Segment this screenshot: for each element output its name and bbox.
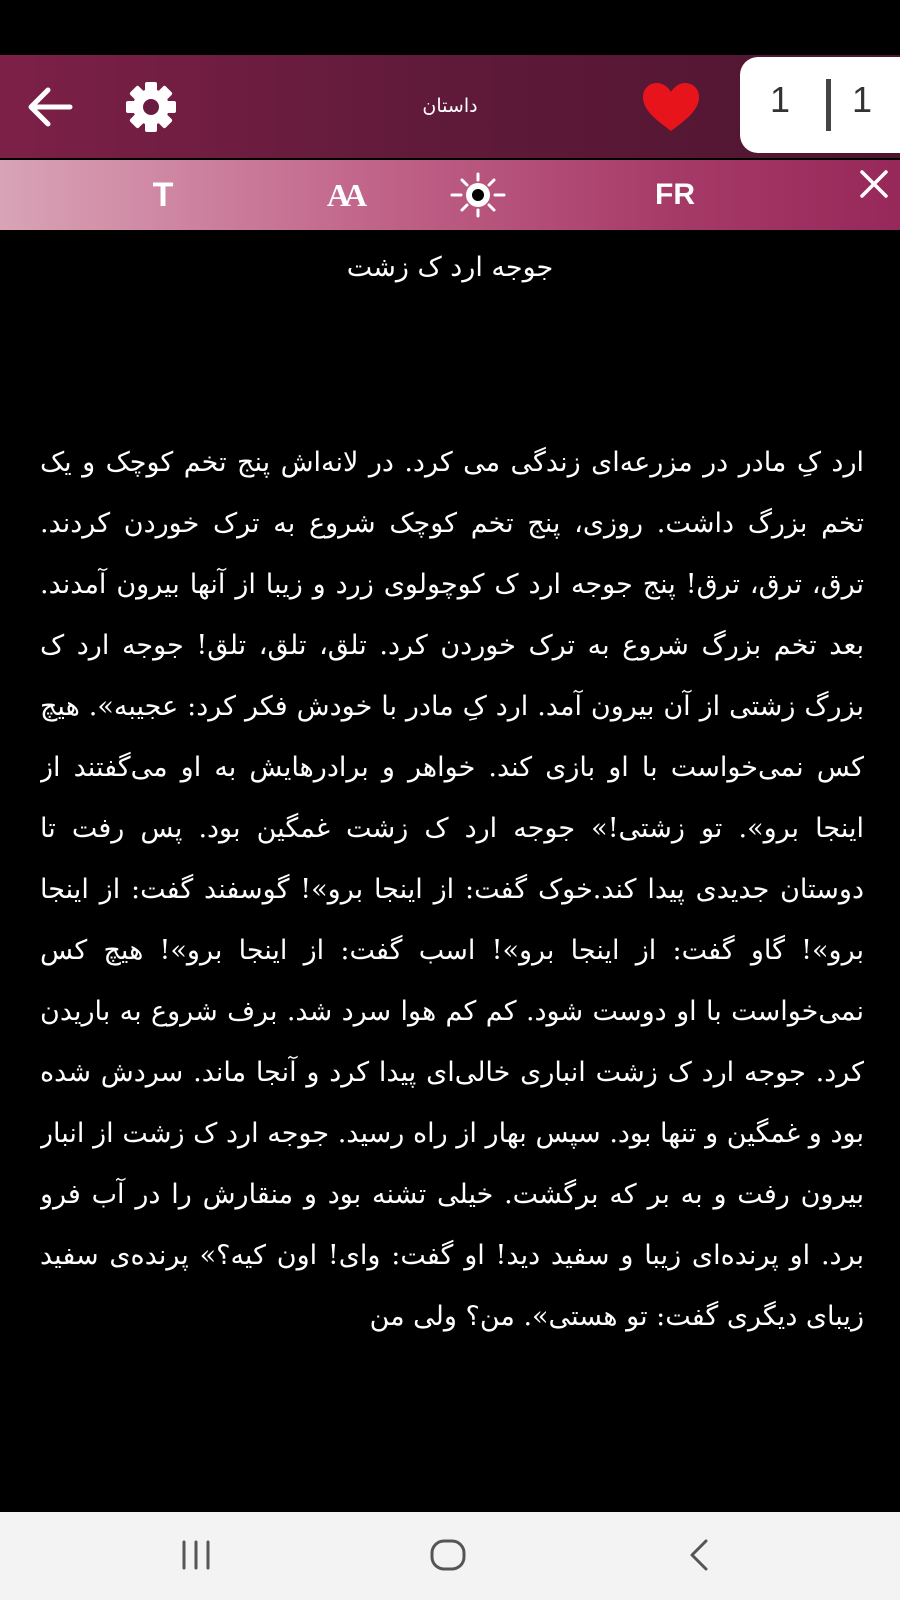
text-size-button[interactable]: AA — [326, 177, 362, 213]
sun-icon — [448, 172, 508, 218]
app-header — [0, 55, 900, 158]
language-button[interactable]: FR — [655, 178, 695, 211]
story-text: ارد کِ مادر در مزرعه‌ای زندگی می کرد. در لانه‌اش پنج تخم کوچک و یک تخم بزرگ داشت. روزی، پنج تخم کوچک شروع به ترک خوردن کردند. ترق، ترق، ترق! پنج جوجه ارد ک کوچولوی زرد و زیبا از آنها بیرون آمدند. بعد تخم بزرگ شروع به ترک خوردن کرد. تلق، تلق، تلق! جوجه ارد ک بزرگ زشتی از آن بیرون آمد. ارد کِ مادر با خودش فکر کرد: عجیبه». هیچ کس نمی‌خواست با او بازی کند. خواهر و برادرهایش به او می‌گفتند از اینجا برو». تو زشتی!» جوجه ارد ک زشت غمگین بود. پس رفت تا دوستان جدیدی پیدا کند.خوک گفت: از اینجا برو»! گوسفند گفت: از اینجا برو»! گاو گفت: از اینجا برو»! اسب گفت: از اینجا برو»! هیچ کس نمی‌خواست با او دوست شود. کم کم هوا سرد شد. برف شروع به باریدن کرد. جوجه ارد ک زشت انباری خالی‌ای پیدا کرد و آنجا ماند. سردش شده بود و غمگین و تنها بود. سپس بهار از راه رسید. جوجه ارد ک زشت از انبار بیرون رفت و به بر که برگشت. خیلی تشنه بود و منقارش را در آب فرو برد. او پرنده‌ای زیبا و سفید دید! او گفت: وای! اون کیه؟» پرنده‌ی سفید زیبای دیگری گفت: تو هستی». من؟ ولی من — [40, 447, 864, 1332]
reader-toolbar — [0, 160, 900, 230]
header-title: داستان — [422, 95, 478, 117]
recents-icon — [166, 1530, 226, 1580]
recents-button[interactable] — [166, 1530, 226, 1580]
page-total: 1 — [852, 79, 873, 120]
status-bar — [0, 0, 900, 55]
page-counter — [740, 57, 900, 153]
heart-icon — [640, 81, 702, 135]
font-button[interactable]: T — [152, 176, 174, 214]
home-button[interactable] — [418, 1530, 478, 1580]
back-chevron-icon — [670, 1530, 730, 1580]
page-divider — [826, 79, 831, 131]
page-current: 1 — [770, 79, 791, 120]
system-nav-bar — [0, 1512, 900, 1600]
back-button[interactable] — [22, 82, 78, 132]
close-icon — [856, 166, 892, 202]
story-title: جوجه ارد ک زشت — [346, 252, 554, 283]
home-icon — [418, 1530, 478, 1580]
settings-button[interactable] — [122, 79, 180, 135]
system-back-button[interactable] — [670, 1530, 730, 1580]
arrow-left-icon — [22, 82, 78, 132]
gear-icon — [122, 79, 180, 135]
favorite-button[interactable] — [640, 81, 702, 135]
close-toolbar-button[interactable] — [856, 166, 892, 202]
brightness-button[interactable] — [448, 172, 508, 218]
